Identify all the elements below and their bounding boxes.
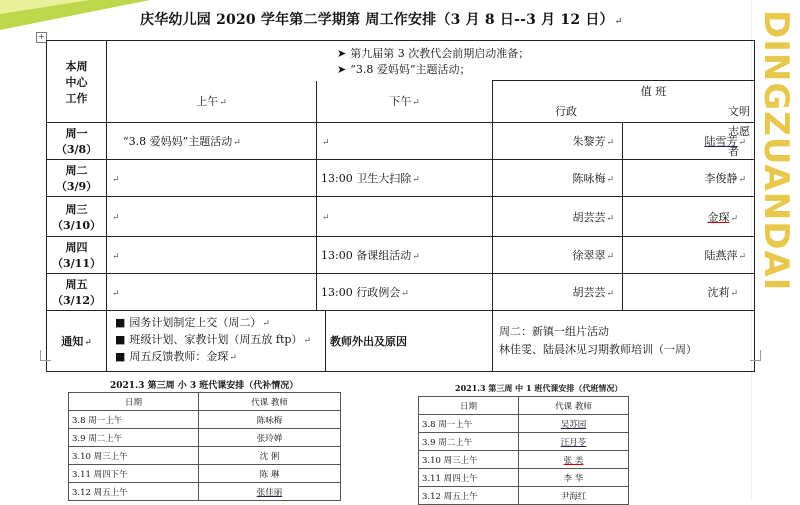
teacher-out-line: 周二：新镇一组片活动 bbox=[499, 325, 609, 338]
admin-cell[interactable]: 陈咏梅↵ bbox=[493, 160, 623, 197]
notice-item: ■ 园务计划制定上交（周二）↵ bbox=[115, 316, 270, 329]
notice-label-cell: 通知↵ bbox=[47, 311, 107, 372]
admin-cell[interactable]: 胡芸芸↵ bbox=[493, 197, 623, 237]
col-date-header: 日期 bbox=[419, 397, 519, 415]
day-cell: 周一 （3/8） bbox=[47, 123, 107, 160]
morning-cell[interactable]: ↵ bbox=[107, 197, 317, 237]
table-row: 3.12 周五上午 张佳丽 bbox=[69, 483, 341, 501]
afternoon-cell[interactable]: ↵ bbox=[317, 123, 493, 160]
col-teacher-header: 代课 教师 bbox=[519, 397, 629, 415]
margin-crop-mark bbox=[40, 350, 51, 361]
morning-cell[interactable]: ↵ bbox=[107, 237, 317, 274]
afternoon-header: 下午↵ bbox=[317, 81, 493, 123]
volunteer-cell[interactable]: 沈莉↵ bbox=[623, 274, 755, 311]
week-work-label-line: 工作 bbox=[65, 91, 88, 105]
teacher-out-cell[interactable] bbox=[493, 311, 755, 372]
table-row bbox=[47, 237, 755, 274]
morning-cell[interactable]: ↵ bbox=[107, 274, 317, 311]
table-row: 3.10 周三上午 张 美 bbox=[419, 451, 629, 469]
volunteer-cell[interactable]: 李俊静↵ bbox=[623, 160, 755, 197]
admin-cell[interactable]: 朱黎芳↵ bbox=[493, 123, 623, 160]
notice-item: ■ 班级计划、家教计划（周五放 ftp）↵ bbox=[115, 333, 311, 346]
center-work-cell[interactable] bbox=[107, 41, 755, 81]
afternoon-cell[interactable]: ↵ bbox=[317, 197, 493, 237]
volunteer-cell[interactable]: 陆燕萍↵ bbox=[623, 237, 755, 274]
morning-cell[interactable]: ↵ bbox=[107, 160, 317, 197]
center-item: ➤ “3.8 爱妈妈”主题活动； bbox=[337, 62, 471, 76]
day-cell: 周二 （3/9） bbox=[47, 160, 107, 197]
day-cell: 周四 （3/11） bbox=[47, 237, 107, 274]
vertical-watermark: DINGZUANDAI bbox=[756, 10, 796, 292]
weekly-schedule-table bbox=[46, 40, 755, 372]
volunteer-label: 文明志愿者 bbox=[728, 104, 750, 158]
right-table-caption: 2021.3 第三周 中 1 班代课安排（代班情况） bbox=[455, 383, 623, 393]
table-row: 3.10 周三上午 沈 俐 bbox=[69, 447, 341, 465]
table-row: 3.11 周四下午 陈 琳 bbox=[69, 465, 341, 483]
afternoon-cell[interactable]: 13:00 行政例会↵ bbox=[317, 274, 493, 311]
volunteer-cell[interactable]: 金琛↵ bbox=[623, 197, 755, 237]
day-cell: 周三 （3/10） bbox=[47, 197, 107, 237]
table-row bbox=[47, 160, 755, 197]
table-row bbox=[47, 197, 755, 237]
admin-cell[interactable]: 胡芸芸↵ bbox=[493, 274, 623, 311]
teacher-out-label: 教师外出及原因 bbox=[330, 335, 407, 348]
notice-item: ■ 周五反馈教师：金琛↵ bbox=[115, 350, 237, 363]
table-row: 3.12 周五上午 尹海红 bbox=[419, 487, 629, 505]
table-row: 3.8 周一上午 吴苏园 bbox=[419, 415, 629, 433]
afternoon-cell[interactable]: 13:00 备课组活动↵ bbox=[317, 237, 493, 274]
admin-cell[interactable]: 徐翠翠↵ bbox=[493, 237, 623, 274]
corner-decoration-inner bbox=[0, 0, 90, 14]
morning-header: 上午↵ bbox=[107, 81, 317, 123]
col-teacher-header: 代课 教师 bbox=[199, 393, 341, 411]
margin-crop-mark bbox=[750, 350, 761, 361]
table-row: 3.8 周一上午 陈咏梅 bbox=[69, 411, 341, 429]
table-move-handle-icon[interactable]: + bbox=[36, 32, 47, 43]
admin-label: 行政 bbox=[555, 104, 577, 118]
table-row: 3.11 周四上午 李 华 bbox=[419, 469, 629, 487]
week-work-label-line: 中心 bbox=[65, 75, 88, 89]
center-item: ➤ 第九届第 3 次教代会前期启动准备； bbox=[337, 46, 530, 60]
right-substitute-table bbox=[418, 396, 629, 505]
left-table-caption: 2021.3 第三周 小 3 班代课安排（代补情况） bbox=[110, 381, 299, 391]
teacher-out-line: 林佳雯、陆晨沐见习期教师培训（一周） bbox=[499, 343, 697, 356]
week-work-label-line: 本周 bbox=[65, 59, 88, 73]
volunteer-cell[interactable]: 陆雪芳↵ bbox=[623, 123, 755, 160]
week-work-label-cell bbox=[47, 41, 107, 123]
right-margin-panel bbox=[751, 0, 800, 500]
day-cell: 周五 （3/12） bbox=[47, 274, 107, 311]
duty-label: 值 班 bbox=[640, 84, 667, 98]
page-title: 庆华幼儿园 2020 学年第二学期第 周工作安排（3 月 8 日--3 月 12 日）↵ bbox=[140, 12, 623, 28]
notice-row bbox=[47, 311, 755, 372]
table-row: 3.9 周二上午 汪月苓 bbox=[419, 433, 629, 451]
table-row: 3.9 周二上午 张玲婵 bbox=[69, 429, 341, 447]
table-row bbox=[47, 123, 755, 160]
morning-cell[interactable]: “3.8 爱妈妈”主题活动↵ bbox=[107, 123, 317, 160]
notice-list-cell[interactable] bbox=[107, 311, 326, 371]
afternoon-cell[interactable]: 13:00 卫生大扫除↵ bbox=[317, 160, 493, 197]
left-substitute-table bbox=[68, 392, 341, 501]
table-row bbox=[47, 274, 755, 311]
col-date-header: 日期 bbox=[69, 393, 199, 411]
